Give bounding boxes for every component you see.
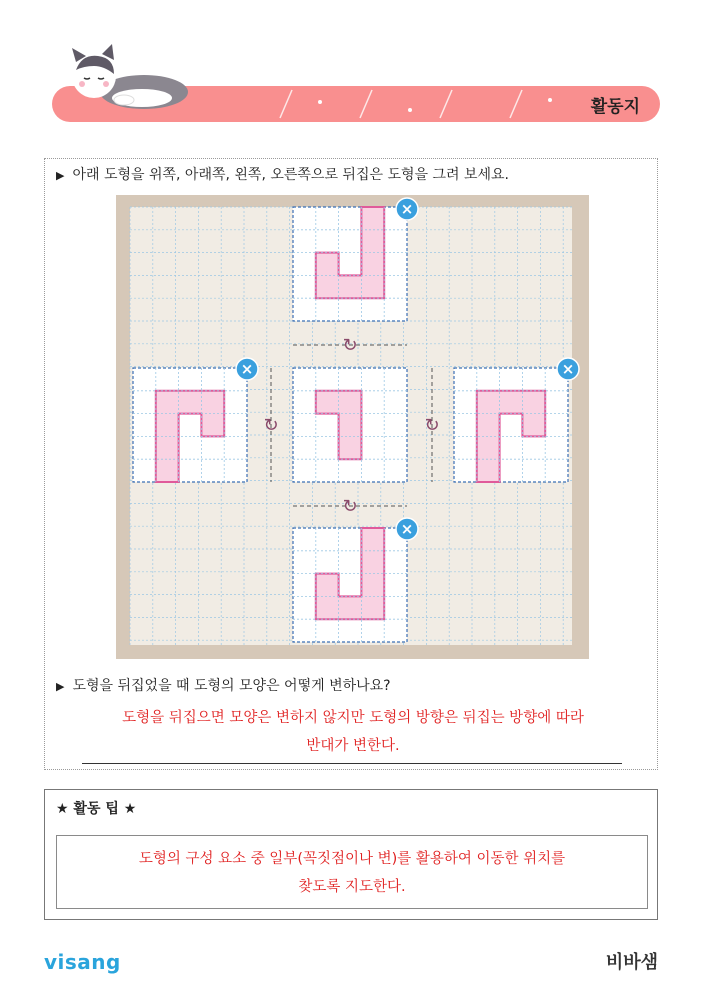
banner-sparkles	[240, 88, 620, 120]
tip-title: ★ 활동 팁 ★	[56, 801, 137, 817]
close-badge-right-icon: ×	[561, 360, 575, 378]
answer-text	[60, 704, 646, 760]
left-panel	[133, 368, 247, 482]
cat-illustration-icon	[54, 40, 194, 110]
answer-line-1: 도형을 뒤집으면 모양은 변하지 않지만 도형의 방향은 뒤집는 방향에 따라	[122, 710, 584, 726]
close-badge-left-icon: ×	[240, 360, 254, 378]
close-badge-top-icon: ×	[400, 200, 414, 218]
flip-arrow-bottom-icon: ↻	[342, 496, 358, 517]
bottom-panel	[293, 528, 407, 642]
right-panel	[454, 368, 568, 482]
question-1-text: 아래 도형을 위쪽, 아래쪽, 왼쪽, 오른쪽으로 뒤집은 도형을 그려 보세요.	[72, 167, 509, 183]
question-2	[56, 675, 391, 695]
flip-arrow-top-icon: ↻	[342, 335, 358, 356]
top-panel	[293, 207, 407, 321]
tip-text	[56, 845, 648, 901]
flip-arrow-left-icon: ↻	[263, 415, 279, 436]
question-2-text: 도형을 뒤집었을 때 도형의 모양은 어떻게 변하나요?	[72, 678, 391, 694]
answer-underline	[82, 763, 622, 764]
close-badge-bottom-icon: ×	[400, 520, 414, 538]
flip-arrow-right-icon: ↻	[424, 415, 440, 436]
answer-line-2: 반대가 변한다.	[306, 738, 400, 754]
triangle-marker-icon: ▶	[56, 680, 65, 693]
visang-logo: visang	[44, 950, 121, 974]
tip-line-1: 도형의 구성 요소 중 일부(꼭짓점이나 변)를 활용하여 이동한 위치를	[138, 851, 566, 867]
flip-grid-board	[116, 195, 589, 659]
tip-line-2: 찾도록 지도한다.	[298, 879, 406, 895]
question-1	[56, 164, 509, 184]
bibasaem-logo: 비바샘	[605, 952, 658, 973]
triangle-marker-icon: ▶	[56, 169, 65, 182]
page-title: 활동지	[590, 97, 640, 117]
